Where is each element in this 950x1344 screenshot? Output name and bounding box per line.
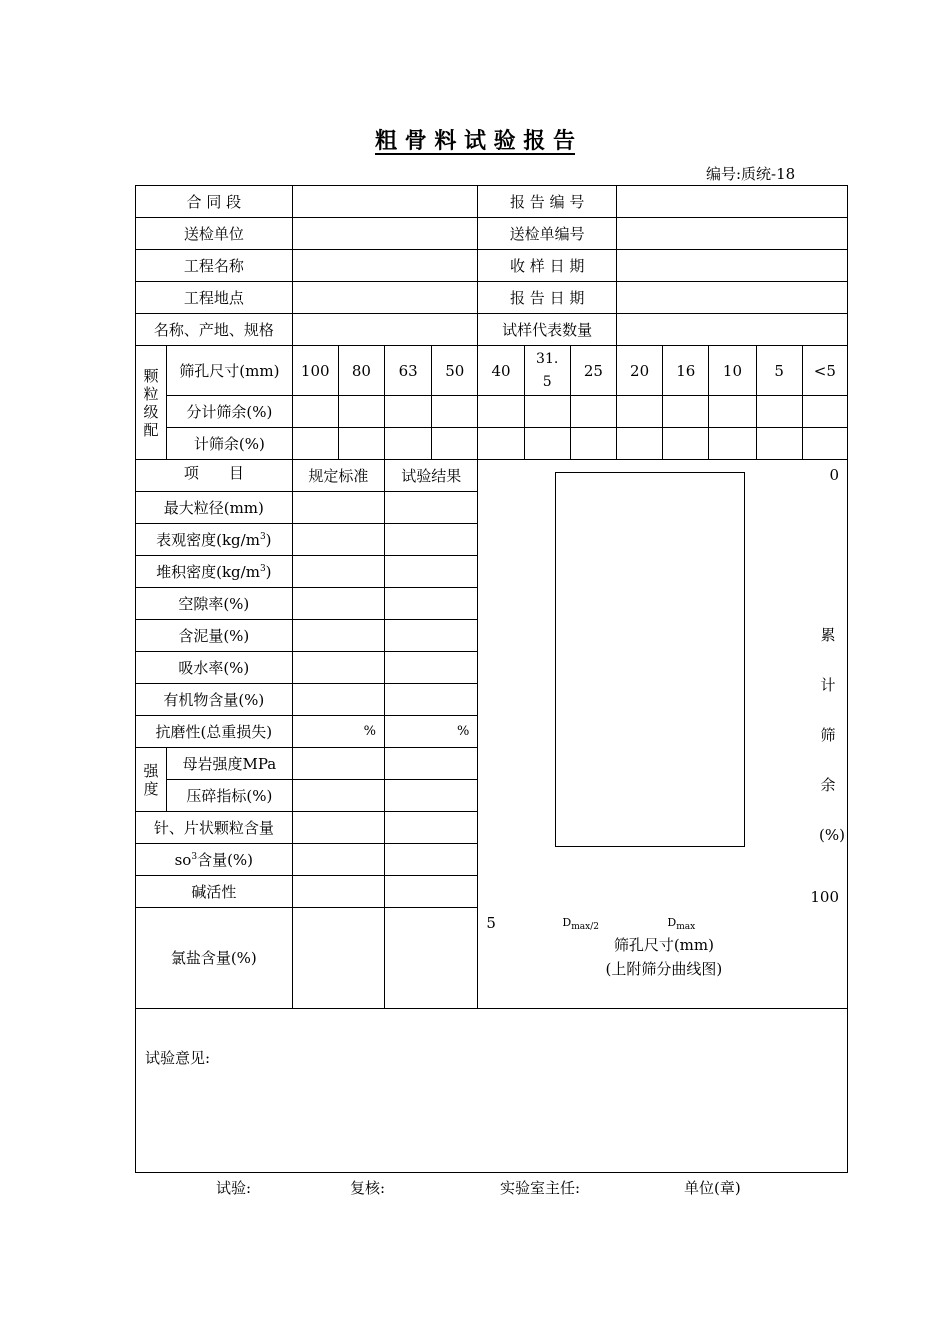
project-location-value[interactable] — [292, 282, 478, 314]
sample-quantity-value[interactable] — [616, 314, 847, 346]
sieve-size: 63 — [385, 346, 432, 396]
abrasion-label: 抗磨性(总重损失) — [136, 716, 293, 748]
grading-cell[interactable] — [663, 428, 709, 460]
apparent-density-label: 表观密度$(kg/m^3)$ — [136, 524, 293, 556]
header-row — [136, 250, 848, 282]
submission-number-value[interactable] — [616, 218, 847, 250]
result-cell[interactable] — [385, 684, 478, 716]
project-name-label: 工程名称 — [136, 250, 293, 282]
header-row — [136, 218, 848, 250]
grading-cell[interactable] — [478, 428, 524, 460]
receipt-date-value[interactable] — [616, 250, 847, 282]
reviewer-signature-label: 复核: — [350, 1179, 386, 1197]
standard-cell[interactable] — [292, 652, 384, 684]
grading-cell[interactable] — [292, 396, 338, 428]
grading-cell[interactable] — [338, 396, 384, 428]
x-axis-dmax-tick: $D_{max}$ — [667, 916, 696, 933]
result-cell[interactable]: % — [385, 716, 478, 748]
submitting-unit-label: 送检单位 — [136, 218, 293, 250]
grading-cell[interactable] — [802, 396, 847, 428]
x-axis-title: 筛孔尺寸(mm) — [613, 936, 714, 954]
grading-cell[interactable] — [709, 428, 756, 460]
standard-cell[interactable] — [292, 684, 384, 716]
strength-group-label: 强度 — [136, 748, 167, 812]
sieve-size-row — [136, 346, 848, 396]
grading-cell[interactable] — [524, 428, 570, 460]
chart-plot-area[interactable] — [555, 472, 745, 847]
grading-cell[interactable] — [709, 396, 756, 428]
grading-group-label: 颗粒级配 — [136, 346, 167, 460]
result-cell[interactable] — [385, 908, 478, 1009]
material-spec-label: 名称、产地、规格 — [136, 314, 293, 346]
opinion-label: 试验意见: — [145, 1049, 211, 1067]
result-cell[interactable] — [385, 492, 478, 524]
standard-cell[interactable] — [292, 620, 384, 652]
grading-cell[interactable] — [802, 428, 847, 460]
opinion-row — [136, 1009, 848, 1173]
grading-cell[interactable] — [616, 428, 662, 460]
result-cell[interactable] — [385, 812, 478, 844]
report-number-label: 报 告 编 号 — [478, 186, 617, 218]
grading-cell[interactable] — [570, 396, 616, 428]
rock-strength-label: 母岩强度MPa — [167, 748, 293, 780]
result-cell[interactable] — [385, 876, 478, 908]
grading-cell[interactable] — [524, 396, 570, 428]
report-number-value[interactable] — [616, 186, 847, 218]
void-ratio-label: 空隙率(%) — [136, 588, 293, 620]
chart-caption: (上附筛分曲线图) — [605, 960, 723, 978]
header-row — [136, 314, 848, 346]
unit-seal-label: 单位(章) — [684, 1179, 741, 1197]
mud-content-label: 含泥量(%) — [136, 620, 293, 652]
partial-retained-row — [136, 396, 848, 428]
document-number: 编号:质统-18 — [706, 165, 796, 183]
cumulative-retained-label: 计筛余(%) — [167, 428, 293, 460]
grading-cell[interactable] — [338, 428, 384, 460]
sieve-size: 50 — [432, 346, 478, 396]
contract-section-value[interactable] — [292, 186, 478, 218]
sieve-size: <5 — [802, 346, 847, 396]
standard-cell[interactable] — [292, 524, 384, 556]
standard-cell[interactable] — [292, 812, 384, 844]
grading-cell[interactable] — [616, 396, 662, 428]
sieve-size: 10 — [709, 346, 756, 396]
standard-cell[interactable] — [292, 556, 384, 588]
report-table — [135, 185, 848, 1173]
partial-retained-label: 分计筛余(%) — [167, 396, 293, 428]
standard-cell[interactable] — [292, 844, 384, 876]
standard-cell[interactable] — [292, 908, 384, 1009]
tests-header-row — [136, 460, 848, 492]
material-spec-value[interactable] — [292, 314, 478, 346]
water-absorption-label: 吸水率(%) — [136, 652, 293, 684]
grading-cell[interactable] — [385, 428, 432, 460]
grading-cell[interactable] — [756, 396, 802, 428]
result-cell[interactable] — [385, 524, 478, 556]
result-header: 试验结果 — [385, 460, 478, 492]
sample-quantity-label: 试样代表数量 — [478, 314, 617, 346]
sieve-size: 20 — [616, 346, 662, 396]
report-date-value[interactable] — [616, 282, 847, 314]
sieve-size: 100 — [292, 346, 338, 396]
sieve-size: 5 — [756, 346, 802, 396]
receipt-date-label: 收 样 日 期 — [478, 250, 617, 282]
item-header: 项 目 — [136, 460, 293, 492]
grading-cell[interactable] — [478, 396, 524, 428]
sieve-size: 16 — [663, 346, 709, 396]
alkali-activity-label: 碱活性 — [136, 876, 293, 908]
sieve-size: 25 — [570, 346, 616, 396]
sieve-size: 31.5 — [524, 346, 570, 396]
flaky-content-label: 针、片状颗粒含量 — [136, 812, 293, 844]
standard-header: 规定标准 — [292, 460, 384, 492]
sieve-size-label: 筛孔尺寸(mm) — [167, 346, 293, 396]
result-cell[interactable] — [385, 844, 478, 876]
y-axis-label: 累 计 筛 余 (%) — [819, 626, 845, 844]
test-opinion-field[interactable] — [136, 1009, 848, 1173]
x-axis-dmax-half-tick: $D_{max/2}$ — [562, 916, 599, 933]
tester-signature-label: 试验: — [216, 1179, 252, 1197]
standard-cell[interactable] — [292, 492, 384, 524]
standard-cell[interactable]: % — [292, 716, 384, 748]
standard-cell[interactable] — [292, 876, 384, 908]
standard-cell[interactable] — [292, 588, 384, 620]
result-cell[interactable] — [385, 620, 478, 652]
result-cell[interactable] — [385, 588, 478, 620]
report-date-label: 报 告 日 期 — [478, 282, 617, 314]
grading-cell[interactable] — [432, 428, 478, 460]
grading-cell[interactable] — [756, 428, 802, 460]
grading-cell[interactable] — [570, 428, 616, 460]
grading-cell[interactable] — [663, 396, 709, 428]
x-axis-start-tick: 5 — [486, 914, 496, 932]
bulk-density-label: 堆积密度$(kg/m^3)$ — [136, 556, 293, 588]
submission-number-label: 送检单编号 — [478, 218, 617, 250]
header-row — [136, 282, 848, 314]
lab-director-signature-label: 实验室主任: — [500, 1179, 581, 1197]
chloride-content-label: 氯盐含量(%) — [136, 908, 293, 1009]
project-name-value[interactable] — [292, 250, 478, 282]
result-cell[interactable] — [385, 748, 478, 780]
header-row — [136, 186, 848, 218]
cumulative-retained-row — [136, 428, 848, 460]
grading-cell[interactable] — [292, 428, 338, 460]
result-cell[interactable] — [385, 652, 478, 684]
standard-cell[interactable] — [292, 780, 384, 812]
y-axis-bottom-tick: 100 — [810, 888, 839, 906]
standard-cell[interactable] — [292, 748, 384, 780]
page-title: 粗 骨 料 试 验 报 告 — [375, 128, 575, 154]
max-size-label: 最大粒径(mm) — [136, 492, 293, 524]
result-cell[interactable] — [385, 556, 478, 588]
result-cell[interactable] — [385, 780, 478, 812]
y-axis-top-tick: 0 — [829, 466, 839, 484]
grading-cell[interactable] — [432, 396, 478, 428]
contract-section-label: 合 同 段 — [136, 186, 293, 218]
sieve-size: 80 — [338, 346, 384, 396]
grading-cell[interactable] — [385, 396, 432, 428]
sieve-size: 40 — [478, 346, 524, 396]
so3-content-label: $so^3$含量(%) — [136, 844, 293, 876]
crushing-index-label: 压碎指标(%) — [167, 780, 293, 812]
project-location-label: 工程地点 — [136, 282, 293, 314]
organic-content-label: 有机物含量(%) — [136, 684, 293, 716]
sieve-curve-chart — [478, 460, 848, 1009]
submitting-unit-value[interactable] — [292, 218, 478, 250]
